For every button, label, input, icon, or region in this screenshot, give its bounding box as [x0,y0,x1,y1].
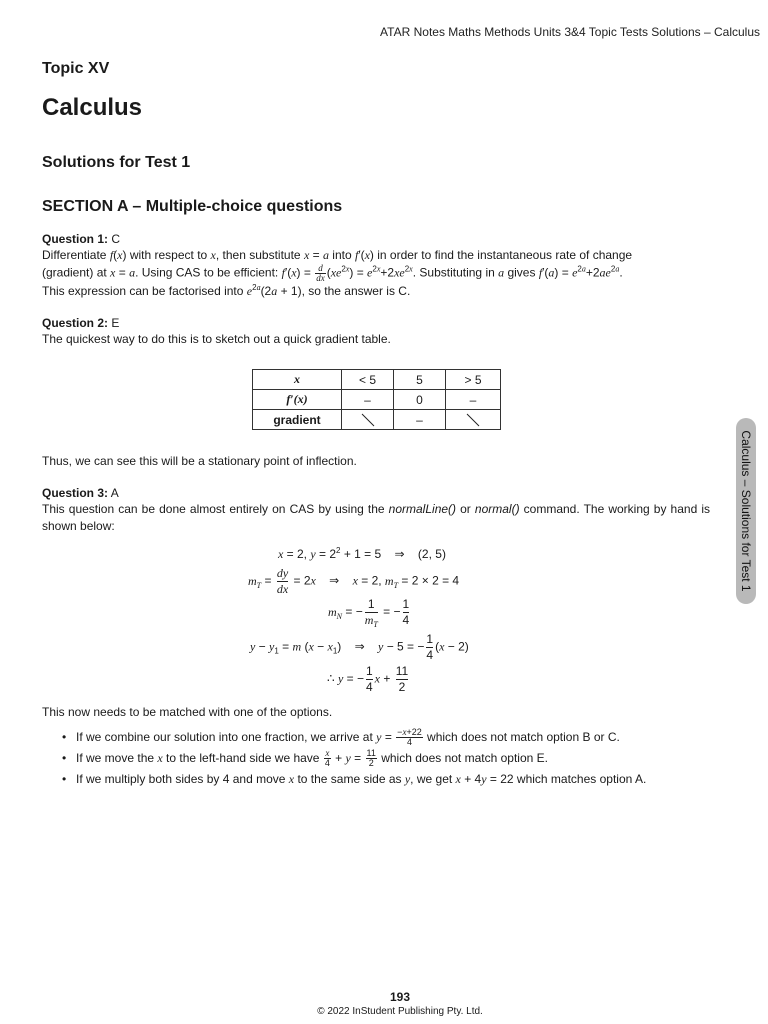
q1-line-2: (gradient) at x = a. Using CAS to be efficient: f′(x) = $\frac{d}{dx}$ $(xe^{2x}) = e^{2x}+2xe^{2x}$. Substituting in a gives $f'(a) = e^{2a}+2ae^{2a}$. [42,263,623,283]
table-cell: 0 [394,390,446,410]
table-row [253,370,501,390]
question-3-match-intro: This now needs to be matched with one of the options. [42,705,333,719]
cas-command: normal() [474,502,520,516]
question-1-heading [42,232,120,246]
question-3-heading [42,486,119,500]
q1-line-1: Differentiate f(x) with respect to x, then substitute x = a into f′(x) in order to find the instantaneous rate of change [42,248,633,262]
page-number: 193 [389,990,411,1004]
working-equation: x = 2, $y = 2^2 + 1 = 5$ ⇒ (2, 5) [278,546,446,561]
question-2-conclusion: Thus, we can see this will be a stationary point of inflection. [42,454,357,468]
cas-command: normalLine() [388,502,457,516]
negative-gradient-icon [361,413,375,427]
question-2-body: The quickest way to do this is to sketch out a quick gradient table. [42,332,391,346]
side-tab-label: Calculus – Solutions for Test 1 [739,430,753,592]
negative-gradient-icon [466,413,480,427]
list-item: • If we multiply both sides by 4 and move x to the same side as y, we get x + 4y = 22 which matches option A. [58,770,718,791]
table-cell: f′(x) [253,390,342,410]
table-cell: gradient [253,410,342,430]
copyright: © 2022 InStudent Publishing Pty. Ltd. [317,1006,483,1017]
table-row [253,390,501,410]
table-cell: > 5 [446,370,501,390]
table-cell: < 5 [342,370,394,390]
table-cell: x [253,370,342,390]
table-row [253,410,501,430]
working-equation: $m_N$ = − $\frac{1}{m_T}$ = − $\frac{1}{4}$ [328,597,410,629]
question-answer: A [110,486,119,500]
table-cell: 5 [394,370,446,390]
working-equation: $m_T$ = $\frac{dy}{dx}$ = 2x ⇒ x = 2, $m_T = 2 \times 2 = 4$ [248,566,460,596]
question-label: Question 2: [42,316,109,330]
q1-line-3: This expression can be factorised into $e^{2a}(2a + 1)$, so the answer is C. [42,283,411,298]
list-item: • If we combine our solution into one fraction, we arrive at y = $\frac{-x+22}{4}$ which does not match option B or C. [58,728,718,749]
question-label: Question 1: [42,232,109,246]
table-cell: – [342,390,394,410]
list-item: • If we move the x to the left-hand side we have $\frac{x}{4}$ + y = $\frac{11}{2}$ which does not match option E. [58,749,718,770]
chapter-side-tab [736,418,756,604]
table-cell: – [394,410,446,430]
question-3-body: This question can be done almost entirely on CAS by using the normalLine() or normal() command. The working by hand is shown below: [42,502,711,533]
gradient-table [252,369,501,430]
working-equation: $y - y_1 = m$ $(x - x_1)$ ⇒ y − 5 = − $\frac{1}{4}$ (x − 2) [250,632,469,662]
table-cell [446,410,501,430]
table-cell: – [446,390,501,410]
working-equation: ∴ y = − $\frac{1}{4}$ x + $\frac{11}{2}$ [327,664,409,694]
question-answer: C [111,232,121,246]
option-analysis-list [58,728,718,791]
page-subtitle: Solutions for Test 1 [42,154,191,171]
question-answer: E [111,316,120,330]
section-heading: SECTION A – Multiple-choice questions [42,198,343,215]
page-title: Calculus [42,94,143,121]
question-1-body [42,247,710,300]
question-label: Question 3: [42,486,109,500]
running-header: ATAR Notes Maths Methods Units 3&4 Topic Tests Solutions – Calculus [380,25,760,39]
table-cell [342,410,394,430]
topic-label: Topic XV [42,60,110,77]
question-2-heading [42,316,119,330]
